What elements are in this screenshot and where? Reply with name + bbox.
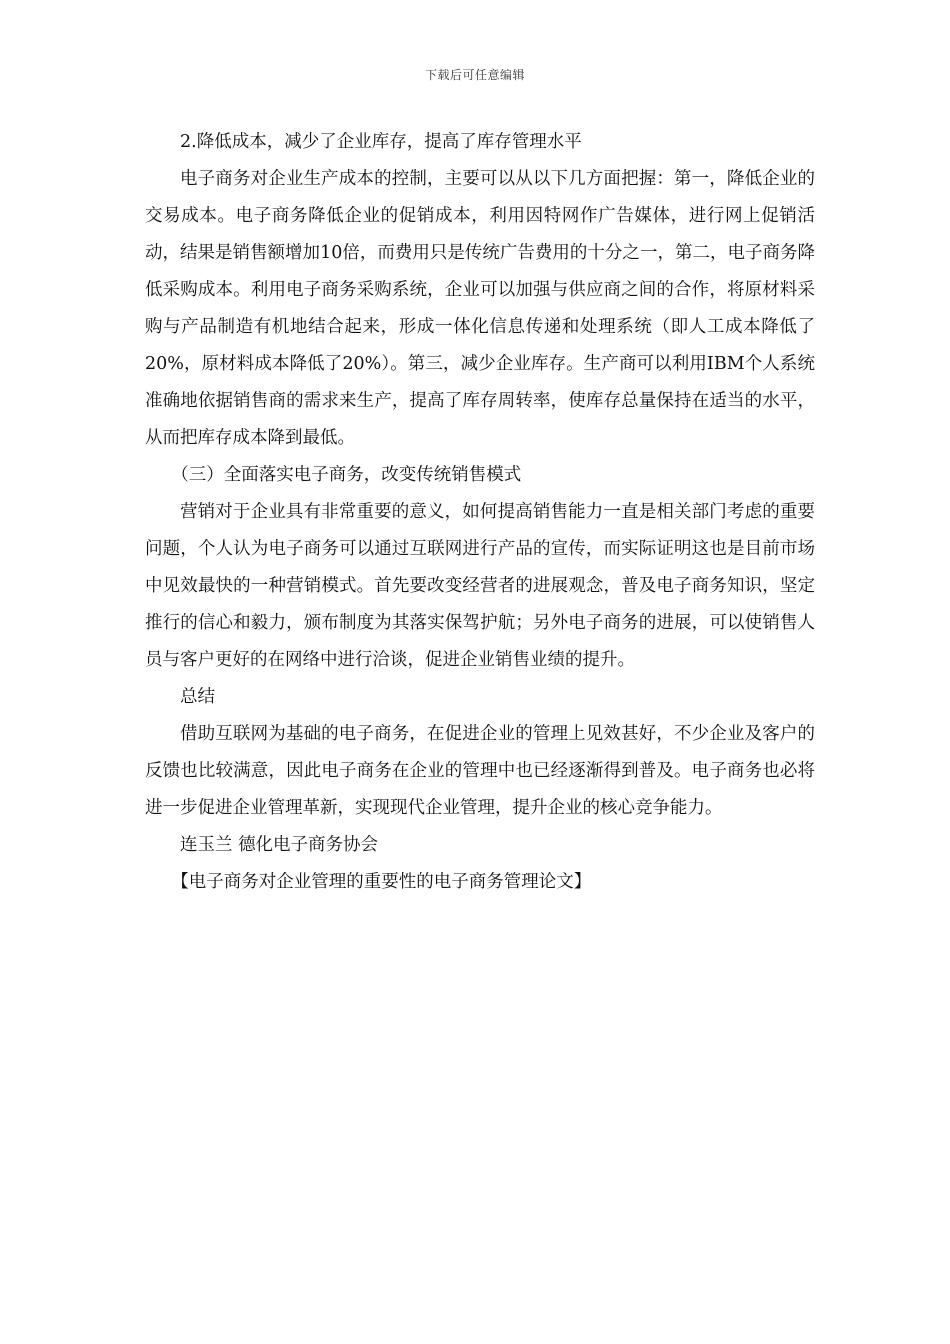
header-note: 下载后可任意编辑 xyxy=(424,68,525,82)
section-heading-cost: 2.降低成本，减少了企业库存，提高了库存管理水平 xyxy=(180,132,582,152)
paragraph-summary: 借助互联网为基础的电子商务，在促进企业的管理上见效甚好，不少企业及客户的反馈也比较满意，因此电子商务在企业的管理中也已经逐渐得到普及。电子商务也必将进一步促进企业管理革新，实现现代企业管理，提升企业的核心竞争能力。 xyxy=(145,724,815,818)
summary-heading: 总结 xyxy=(180,687,215,707)
paragraph-cost-control: 电子商务对企业生产成本的控制，主要可以从以下几方面把握：第一，降低企业的交易成本。电子商务降低企业的促销成本，利用因特网作广告媒体，进行网上促销活动，结果是销售额增加10倍，而费用只是传统广告费用的十分之一，第二，电子商务降低采购成本。利用电子商务采购系统，企业可以加强与供应商之间的合作，将原材料采购与产品制造有机地结合起来，形成一体化信息传递和处理系统（即人工成本降低了20%，原材料成本降低了20%）。第三，减少企业库存。生产商可以利用IBM个人系统准确地依据销售商的需求来生产，提高了库存周转率，使库存总量保持在适当的水平，从而把库存成本降到最低。 xyxy=(145,169,815,448)
paragraph-marketing: 营销对于企业具有非常重要的意义，如何提高销售能力一直是相关部门考虑的重要问题，个人认为电子商务可以通过互联网进行产品的宣传，而实际证明这也是目前市场中见效最快的一种营销模式。首先要改变经营者的进展观念，普及电子商务知识，坚定推行的信心和毅力，颁布制度为其落实保驾护航；另外电子商务的进展，可以使销售人员与客户更好的在网络中进行洽谈，促进企业销售业绩的提升。 xyxy=(145,502,815,670)
author-line: 连玉兰 德化电子商务协会 xyxy=(180,835,379,855)
document-title-bracket: 【电子商务对企业管理的重要性的电子商务管理论文】 xyxy=(171,872,592,892)
document-body xyxy=(145,124,815,901)
section-heading-sales-mode: （三）全面落实电子商务，改变传统销售模式 xyxy=(171,465,522,485)
